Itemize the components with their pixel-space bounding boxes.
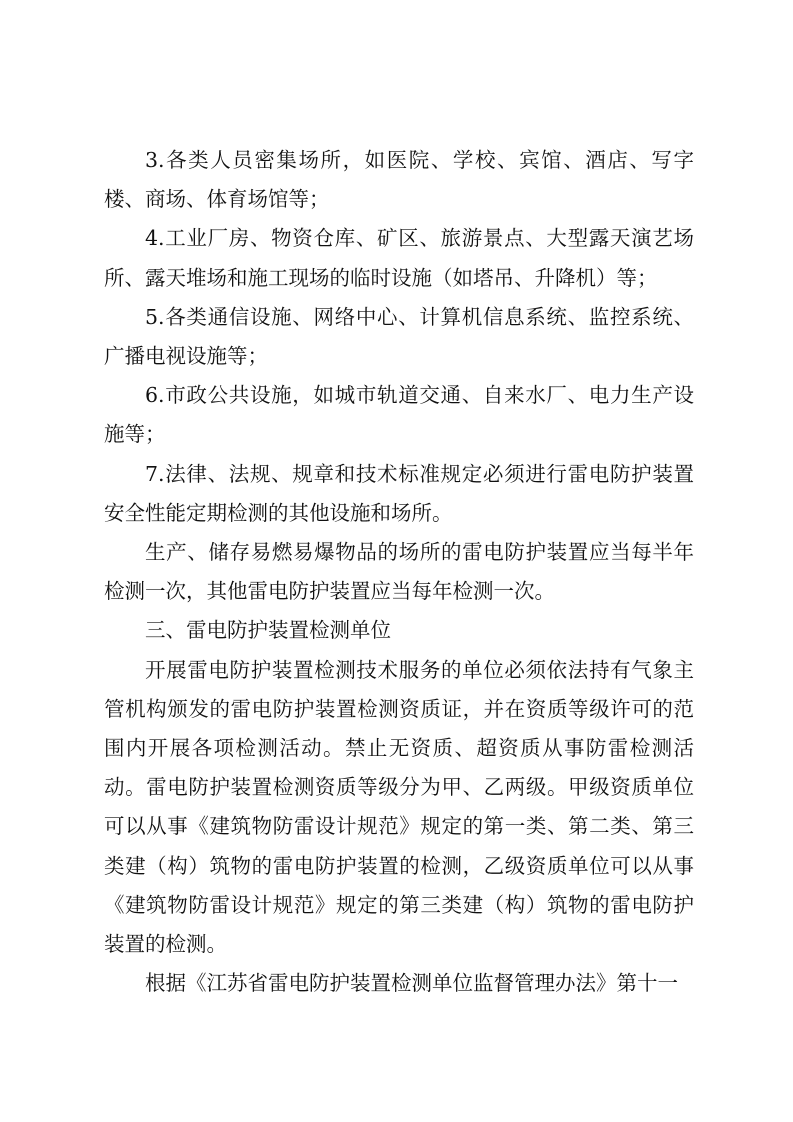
paragraph-item-4: 4.工业厂房、物资仓库、矿区、旅游景点、大型露天演艺场所、露天堆场和施工现场的临时设施（如塔吊、升降机）等；	[104, 226, 694, 290]
paragraph-regulation-reference: 根据《江苏省雷电防护装置检测单位监督管理办法》第十一	[145, 971, 678, 996]
paragraph-item-7: 7.法律、法规、规章和技术标准规定必须进行雷电防护装置安全性能定期检测的其他设施和场所。	[104, 461, 694, 525]
paragraph-item-5: 5.各类通信设施、网络中心、计算机信息系统、监控系统、广播电视设施等；	[104, 304, 694, 369]
document-body	[104, 141, 694, 1003]
paragraph-inspection-frequency: 生产、储存易燃易爆物品的场所的雷电防护装置应当每半年检测一次，其他雷电防护装置应当每年检测一次。	[104, 540, 694, 604]
paragraph-item-3: 3.各类人员密集场所，如医院、学校、宾馆、酒店、写字楼、商场、体育场馆等；	[104, 148, 694, 212]
paragraph-item-6: 6.市政公共设施，如城市轨道交通、自来水厂、电力生产设施等；	[104, 383, 694, 447]
paragraph-qualification: 开展雷电防护装置检测技术服务的单位必须依法持有气象主管机构颁发的雷电防护装置检测资质证，并在资质等级许可的范围内开展各项检测活动。禁止无资质、超资质从事防雷检测活动。雷电防护装置检测资质等级分为甲、乙两级。甲级资质单位可以从事《建筑物防雷设计规范》规定的第一类、第二类、第三类建（构）筑物的雷电防护装置的检测，乙级资质单位可以从事《建筑物防雷设计规范》规定的第三类建（构）筑物的雷电防护装置的检测。	[104, 657, 694, 957]
section-heading: 三、雷电防护装置检测单位	[145, 618, 391, 643]
